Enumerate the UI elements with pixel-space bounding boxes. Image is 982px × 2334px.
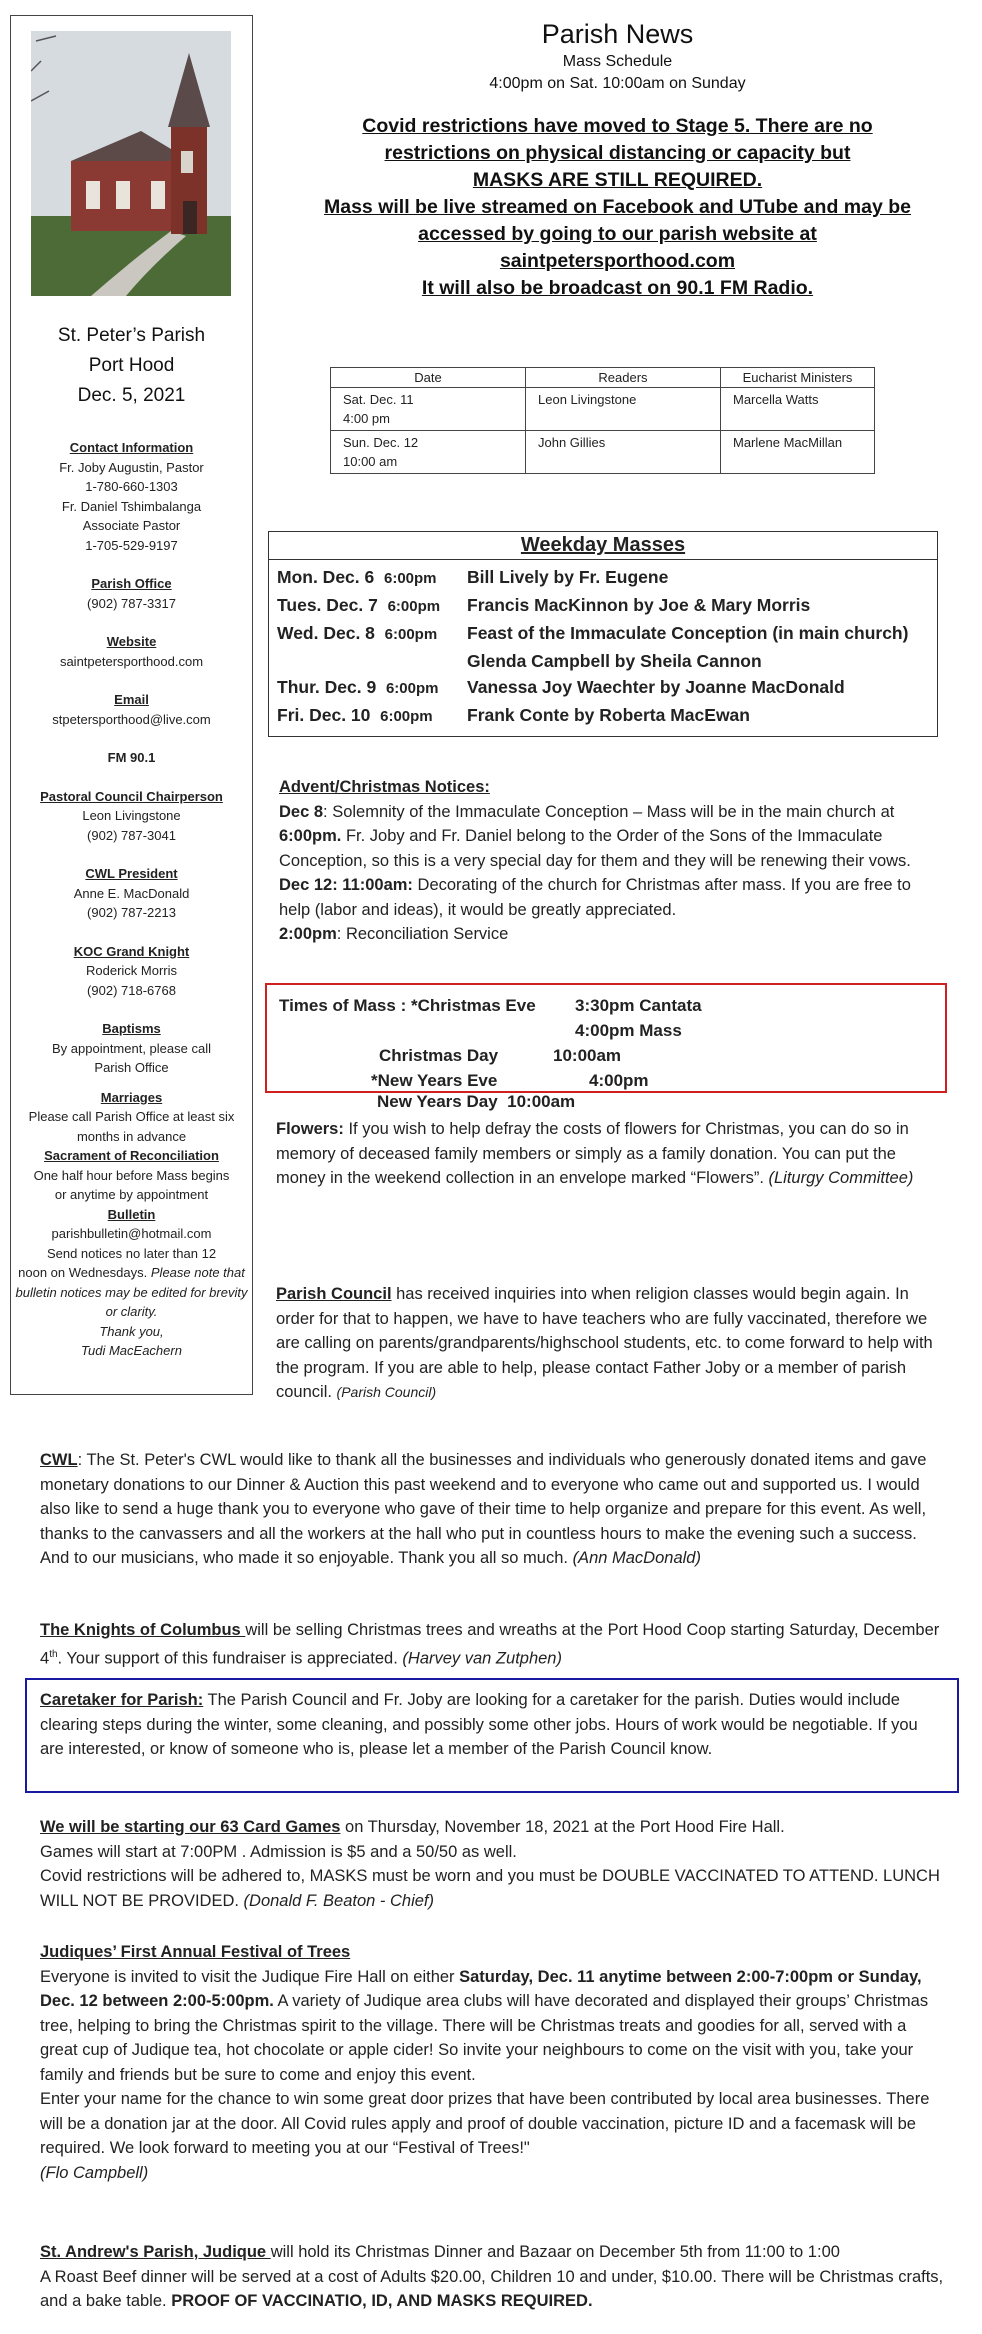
date-text: Sat. Dec. 11 xyxy=(343,392,414,407)
contact-line: 1-780-660-1303 xyxy=(85,479,178,494)
notice-label: Flowers: xyxy=(276,1120,344,1138)
main-content xyxy=(265,15,970,1401)
reconciliation-heading: Sacrament of Reconciliation xyxy=(44,1148,219,1163)
contact-line: Fr. Joby Augustin, Pastor xyxy=(59,459,204,475)
koc-heading: KOC Grand Knight xyxy=(73,943,190,959)
notice-text: on Thursday, November 18, 2021 at the Port Hood Fire Hall. xyxy=(340,1818,785,1836)
mass-time: 10:00am xyxy=(507,1092,576,1111)
notice-text: Games will start at 7:00PM . Admission is $5 and a 50/50 as well. xyxy=(40,1842,517,1861)
parish-location: Port Hood xyxy=(88,355,175,376)
mass-time: 6:00pm xyxy=(380,708,433,725)
caretaker-notice xyxy=(40,1688,945,1762)
notice-text: A variety of Judique area clubs will have decorated and displayed their groups’ Christmas tree, helping to bring the Christmas spirit to the village. There will be Christmas treats and goodies for all, served with a great cup of Judique tea, hot chocolate or apple cider! So invite your neighbours to come on the visit with you, take your family and friends but be sure to come and enjoy this event. xyxy=(40,1992,929,2084)
date-cell xyxy=(331,388,526,431)
mass-intention: Feast of the Immaculate Conception (in main church) xyxy=(467,623,909,643)
flowers-notice xyxy=(276,1117,941,1191)
sidebar xyxy=(10,15,253,1395)
notice-credit: (Harvey van Zutphen) xyxy=(402,1649,562,1667)
bulletin-email[interactable]: parishbulletin@hotmail.com xyxy=(51,1226,212,1241)
page-title: Parish News xyxy=(541,19,694,49)
christmas-mass-times-box: Times of Mass : *Christmas Eve 3:30pm Cantata 4:00pm Mass Christmas Day 10:00am *New Years Eve 4:00pm xyxy=(265,983,947,1093)
mass-time: 6:00pm xyxy=(383,570,437,587)
notice-text: : Reconciliation Service xyxy=(336,925,509,943)
notice-text: . Your support of this fundraiser is appreciated. xyxy=(57,1649,403,1667)
mass-schedule-times: 4:00pm on Sat. 10:00am on Sunday xyxy=(489,75,746,92)
mass-intention: Frank Conte by Roberta MacEwan xyxy=(467,705,750,725)
mass-name: *New Years Eve xyxy=(371,1071,498,1090)
mass-day: Thur. Dec. 9 xyxy=(277,677,377,697)
covid-line: accessed by going to our parish website at xyxy=(418,223,817,245)
notice-credit: (Flo Campbell) xyxy=(40,2163,149,2182)
list-item xyxy=(277,648,929,674)
notice-text: Covid restrictions will be adhered to, MASKS must be worn and you must be DOUBLE VACCINATED TO ATTEND. LUNCH WILL NOT BE PROVIDED. xyxy=(40,1867,940,1910)
notice-dates: Saturday, Dec. 11 anytime between 2:00-7:00pm or Sunday, Dec. 12 between 2:00-5:00pm. xyxy=(40,1967,922,2010)
notice-label: St. Andrew's Parish, Judique xyxy=(40,2243,271,2261)
mass-time: 6:00pm xyxy=(384,626,438,643)
notice-credit: (Donald F. Beaton - Chief) xyxy=(243,1891,435,1910)
st-andrews-notice xyxy=(40,2240,945,2314)
parish-council-notice xyxy=(276,1282,941,1405)
covid-website-link[interactable]: saintpetersporthood.com xyxy=(499,250,736,272)
notice-time: 6:00pm. xyxy=(279,827,342,845)
bulletin-line: Send notices no later than 12 xyxy=(46,1245,217,1261)
mass-time: 4:00pm Mass xyxy=(575,1021,682,1040)
mass-intention: Francis MacKinnon by Joe & Mary Morris xyxy=(467,595,811,615)
mass-name: *Christmas Eve xyxy=(410,996,536,1015)
mass-time: 10:00am xyxy=(553,1046,622,1065)
mass-times-label: Times of Mass xyxy=(279,996,396,1015)
notice-credit: (Liturgy Committee) xyxy=(768,1169,914,1187)
notice-text: has received inquiries into when religion classes would begin again. In order for that to happen, we have to have teachers who are fully vaccinated, therefore we are calling on parents/grandparents/highschool students, etc. to come forward to help with the program. If you are able to help, please contact Father Joby or a member of parish council. xyxy=(276,1285,933,1401)
mass-name: Christmas Day xyxy=(379,1046,499,1065)
new-years-day-row xyxy=(377,1089,575,1114)
covid-line: MASKS ARE STILL REQUIRED. xyxy=(472,169,763,191)
column-header: Eucharist Ministers xyxy=(721,368,875,388)
notice-warning: PROOF OF VACCINATIO, ID, AND MASKS REQUIRED. xyxy=(171,2292,593,2310)
contact-line: Fr. Daniel Tshimbalanga xyxy=(61,498,202,514)
pastoral-heading: Pastoral Council Chairperson xyxy=(40,788,223,804)
contact-line: Associate Pastor xyxy=(82,518,181,533)
mass-time: 4:00pm xyxy=(589,1071,649,1090)
pastoral-line: Leon Livingstone xyxy=(82,808,181,823)
weekday-title: Weekday Masses xyxy=(269,532,937,560)
baptisms-heading: Baptisms xyxy=(102,1021,161,1036)
knights-notice xyxy=(40,1618,945,1671)
cwl-notice xyxy=(40,1448,945,1571)
advent-heading: Advent/Christmas Notices: xyxy=(279,778,490,796)
church-photo xyxy=(31,31,231,296)
koc-line: Roderick Morris xyxy=(85,963,177,978)
notice-date: Dec 8 xyxy=(279,802,324,821)
dec12-notice xyxy=(279,873,939,922)
thanks: Thank you, xyxy=(99,1323,164,1339)
notice-label: We will be starting our 63 Card Games xyxy=(40,1818,341,1836)
ministry-schedule-table xyxy=(330,367,875,474)
minister-cell: Marlene MacMillan xyxy=(721,431,875,474)
office-heading: Parish Office xyxy=(91,576,172,591)
table-header-row xyxy=(331,368,875,388)
notice-credit: (Ann MacDonald) xyxy=(572,1549,701,1567)
reconciliation-notice xyxy=(279,922,939,947)
notice-text: Decorating of the church for Christmas after mass. If you are free to help (labor and ideas), it would be greatly appreciated. xyxy=(279,876,911,919)
table-row xyxy=(331,388,875,431)
notice-text: will be selling Christmas trees and wreaths at the Port Hood Coop starting Saturday, December 4 xyxy=(40,1621,940,1667)
notice-heading: Judiques’ First Annual Festival of Trees xyxy=(40,1943,351,1961)
column-header: Date xyxy=(331,368,526,388)
marriages-heading: Marriages xyxy=(100,1089,163,1105)
reader-cell: Leon Livingstone xyxy=(526,388,721,431)
church-illustration xyxy=(31,31,231,296)
mass-time: 6:00pm xyxy=(385,680,439,697)
covid-line: Mass will be live streamed on Facebook and UTube and may be xyxy=(324,196,911,218)
table-row xyxy=(331,431,875,474)
time-text: 4:00 pm xyxy=(343,411,390,426)
koc-line: (902) 718-6768 xyxy=(87,982,176,998)
list-item xyxy=(277,564,929,592)
notice-text: Enter your name for the chance to win some great door prizes that have been contributed by local area businesses. There will be a donation jar at the door. All Covid rules apply and proof of double vaccination, picture ID and a facemask will be required. We look forward to meeting you at our “Festival of Trees!" xyxy=(40,2090,930,2157)
weekday-masses-box xyxy=(268,531,938,737)
parish-title xyxy=(11,321,252,411)
notice-label: Parish Council xyxy=(276,1285,392,1303)
covid-notice xyxy=(265,113,970,302)
mass-day: Mon. Dec. 6 xyxy=(277,567,375,587)
date-text: Sun. Dec. 12 xyxy=(343,435,419,450)
card-games-notice xyxy=(40,1815,945,1913)
baptisms-line: By appointment, please call xyxy=(52,1040,211,1056)
notice-text: Everyone is invited to visit the Judique Fire Hall on either xyxy=(40,1967,460,1986)
website-link[interactable]: saintpetersporthood.com xyxy=(59,653,204,669)
parish-name: St. Peter’s Parish xyxy=(57,325,206,346)
signoff: Tudi MacEachern xyxy=(81,1343,182,1358)
notice-text: : The St. Peter's CWL would like to thank all the businesses and individuals who generously donated items and gave monetary donations to our Dinner & Auction this past weekend and to everyone who came out and supported us. I would also like to send a huge thank you to everyone who gave of their time to help organize and prepare for this event. As well, thanks to the canvassers and all the workers at the hall who put in countless hours to make the evening such a success. And to our musicians, who made it so enjoyable. Thank you all so much. xyxy=(40,1451,927,1567)
reconciliation-line: One half hour before Mass begins xyxy=(33,1167,230,1183)
notice-time: 2:00pm xyxy=(279,925,337,943)
notice-time: : 11:00am: xyxy=(332,876,413,894)
notice-text: The Parish Council and Fr. Joby are looking for a caretaker for the parish. Duties would include clearing steps during the winter, some cleaning, and possibly some other jobs. Hours of work would be negotiable. If you are interested, or know of someone who is, please let a member of the Parish Council know. xyxy=(40,1691,918,1758)
pastoral-line: (902) 787-3041 xyxy=(87,827,176,843)
marriages-line: Please call Parish Office at least six xyxy=(28,1109,235,1124)
cwl-line: Anne E. MacDonald xyxy=(73,885,190,901)
mass-day: Fri. Dec. 10 xyxy=(277,705,371,725)
list-item xyxy=(277,702,929,730)
contact-heading: Contact Information xyxy=(69,440,194,455)
column-header: Readers xyxy=(526,368,721,388)
time-text: 10:00 am xyxy=(343,454,398,469)
list-item xyxy=(277,674,929,702)
dec8-notice xyxy=(279,800,939,874)
advent-notices xyxy=(279,775,939,947)
covid-line: restrictions on physical distancing or capacity but xyxy=(384,142,851,164)
minister-cell: Marcella Watts xyxy=(721,388,875,431)
baptisms-line: Parish Office xyxy=(94,1060,169,1075)
mass-time: 3:30pm Cantata xyxy=(575,996,702,1015)
covid-line: It will also be broadcast on 90.1 FM Radio. xyxy=(421,277,814,299)
contact-line: 1-705-529-9197 xyxy=(85,537,178,553)
email-heading: Email xyxy=(114,692,149,707)
mass-day: Tues. Dec. 7 xyxy=(277,595,378,615)
cwl-heading: CWL President xyxy=(85,866,178,881)
mass-intention: Bill Lively by Fr. Eugene xyxy=(467,567,669,587)
date-cell xyxy=(331,431,526,474)
mass-name: New Years Day xyxy=(377,1092,498,1111)
fm-station: FM 90.1 xyxy=(107,750,156,765)
notice-text: A Roast Beef dinner will be served at a cost of Adults $20.00, Children 10 and under, $10.00. There will be Christmas crafts, and a bake table. xyxy=(40,2267,944,2310)
bulletin-heading: Bulletin xyxy=(107,1206,156,1222)
sidebar-info xyxy=(11,438,252,1361)
marriages-line: months in advance xyxy=(76,1128,187,1144)
covid-line: Covid restrictions have moved to Stage 5. There are no xyxy=(362,115,873,137)
notice-credit: (Parish Council) xyxy=(336,1384,437,1400)
bulletin-note: Please note that bulletin notices may be edited for brevity or clarity. xyxy=(15,1265,248,1319)
list-item xyxy=(277,592,929,620)
mass-intention: Glenda Campbell by Sheila Cannon xyxy=(467,651,762,671)
notice-label: Caretaker for Parish: xyxy=(40,1691,204,1709)
reconciliation-line: or anytime by appointment xyxy=(54,1187,209,1202)
website-heading: Website xyxy=(106,634,157,649)
notice-label: CWL xyxy=(40,1451,78,1469)
mass-time: 6:00pm xyxy=(387,598,441,615)
festival-notice xyxy=(40,1940,945,2185)
notice-text: If you wish to help defray the costs of flowers for Christmas, you can do so in memory of deceased family members or simply as a family donation. You can put the money in the weekend collection in an envelope marked “Flowers”. xyxy=(276,1120,909,1187)
office-phone: (902) 787-3317 xyxy=(87,595,176,611)
ordinal-suffix: th xyxy=(49,1648,58,1660)
email-link[interactable]: stpetersporthood@live.com xyxy=(52,711,211,727)
mass-intention: Vanessa Joy Waechter by Joanne MacDonald xyxy=(467,677,845,697)
mass-schedule-label: Mass Schedule xyxy=(562,53,673,70)
notice-label: The Knights of Columbus xyxy=(40,1621,246,1639)
list-item xyxy=(277,620,929,648)
reader-cell: John Gillies xyxy=(526,431,721,474)
cwl-line: (902) 787-2213 xyxy=(87,905,176,920)
notice-text: Fr. Joby and Fr. Daniel belong to the Order of the Sons of the Immaculate Conception, so this is a very special day for them and they will be renewing their vows. xyxy=(279,827,911,870)
notice-text: will hold its Christmas Dinner and Bazaar on December 5th from 11:00 to 1:00 xyxy=(270,2243,840,2261)
notice-date: Dec 12 xyxy=(279,876,333,894)
weekday-list xyxy=(269,560,937,736)
mass-day: Wed. Dec. 8 xyxy=(277,623,375,643)
bulletin-date: Dec. 5, 2021 xyxy=(77,385,186,406)
notice-text: : Solemnity of the Immaculate Conception – Mass will be in the main church at xyxy=(323,802,895,821)
bulletin-line: noon on Wednesdays. xyxy=(18,1265,148,1280)
